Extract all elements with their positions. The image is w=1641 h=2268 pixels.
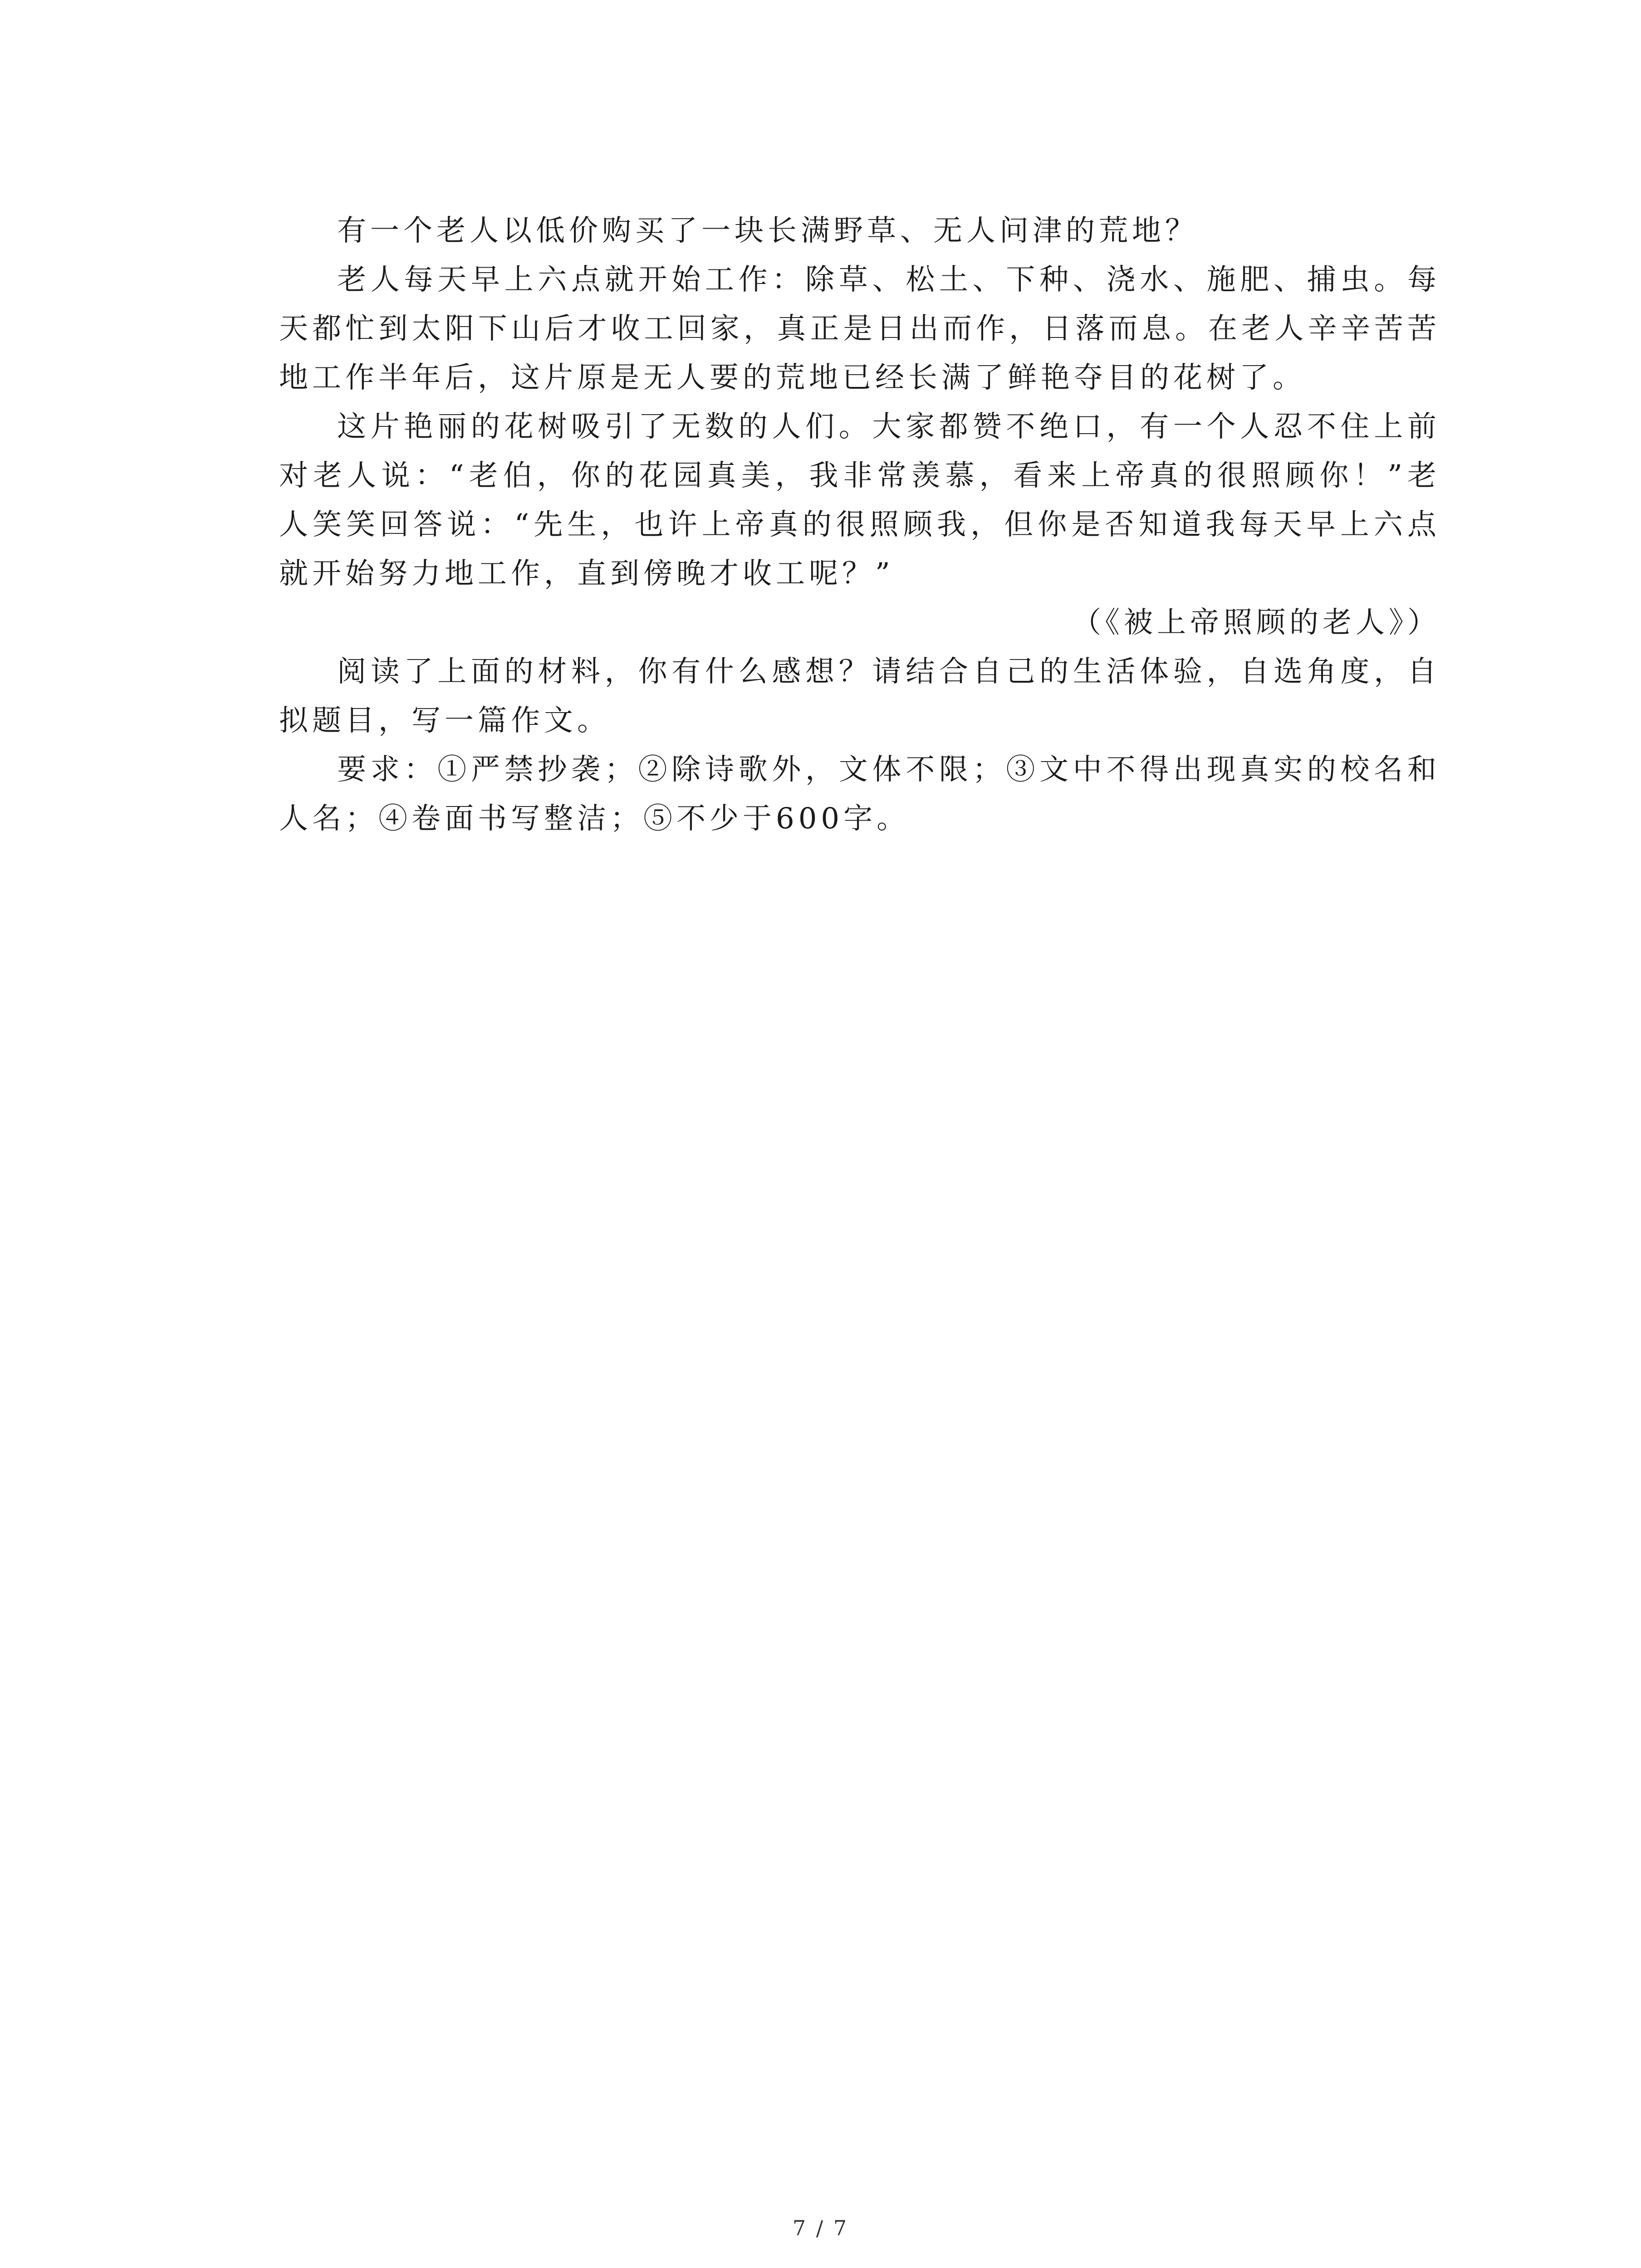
paragraph-dialogue: 这片艳丽的花树吸引了无数的人们。大家都赞不绝口，有一个人忍不住上前对老人说：“老伯，你的花园真美，我非常羡慕，看来上帝真的很照顾你！”老人笑笑回答说：“先生，也许上帝真的很照顾我，但你是否知道我每天早上六点就开始努力地工作，直到傍晚才收工呢？” xyxy=(279,410,1440,591)
essay-prompt: 阅读了上面的材料，你有什么感想？请结合自己的生活体验，自选角度，自拟题目，写一篇作文。 xyxy=(279,655,1440,738)
source-citation: （《被上帝照顾的老人》） xyxy=(1072,606,1440,640)
essay-requirements: 要求：①严禁抄袭；②除诗歌外，文体不限；③文中不得出现真实的校名和人名；④卷面书写整洁；⑤不少于600字。 xyxy=(279,753,1440,836)
paragraph-work: 老人每天早上六点就开始工作：除草、松土、下种、浇水、施肥、捕虫。每天都忙到太阳下山后才收工回家，真正是日出而作，日落而息。在老人辛辛苦苦地工作半年后，这片原是无人要的荒地已经长满了鲜艳夺目的花树了。 xyxy=(279,263,1440,395)
paragraph-intro: 有一个老人以低价购买了一块长满野草、无人问津的荒地？ xyxy=(337,214,1198,248)
page-number: 7 / 7 xyxy=(792,2216,849,2240)
essay-material xyxy=(279,206,1440,843)
